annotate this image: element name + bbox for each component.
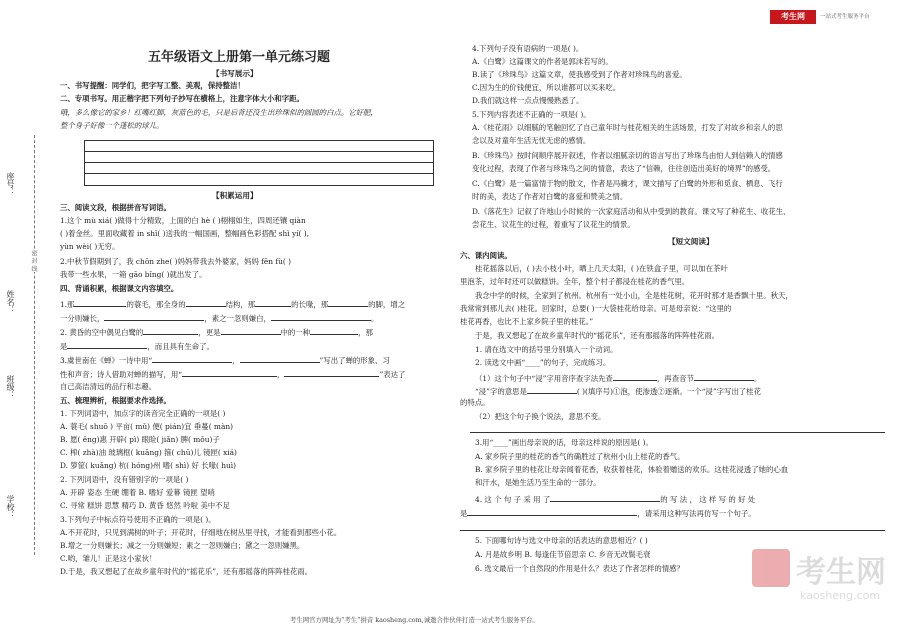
q3: 三、阅读文段，根据拼音写词语。: [60, 203, 171, 212]
q6-4b-text-1: 是: [460, 509, 468, 518]
blank[interactable]: [143, 325, 198, 335]
q4b-text-3: 。: [370, 314, 379, 323]
watermark-en: kaosheng.com: [800, 589, 881, 602]
q6-2-1-text-1: （1）这个句子中“浸”字用音序查字法先查: [475, 374, 613, 383]
seal-line-label: 密 封 线: [30, 250, 37, 272]
grid-row[interactable]: [85, 163, 433, 174]
blank[interactable]: [550, 492, 660, 502]
q4-opt-a: A.《白鹭》这篇课文的作者是郭沫若写的。: [472, 57, 613, 66]
q4c-text-1: 2. 黄昏的空中偶见白鹭的: [60, 328, 144, 337]
q4a-text-3: 结构，那: [225, 300, 256, 309]
q4c-text-4: ，那: [358, 328, 373, 337]
passage-p2a: 我念中学的时候，全家到了杭州。杭州有一处小山，全是桂花树，花开时那才是香飘十里。秋天，: [475, 291, 793, 300]
q4c-text-2: ，更是: [198, 328, 221, 337]
q4a-text-2: 的蓑毛，那全身的: [126, 300, 186, 309]
q6-2-1-text-2: ，再查音节: [656, 374, 694, 383]
q3-line-a: 1.这个 mù xiá( )做得十分精致，上面的白 hè ( )栩栩如生，四周还镶 qiàn: [60, 216, 306, 225]
q4-opt-b: B.读了《珍珠鸟》这篇文章，使我感受到了作者对珍珠鸟的喜爱。: [472, 70, 687, 79]
q6-5-opts: A. 月是故乡明 B. 每逢佳节倍思亲 C. 乡音无改鬓毛衰: [475, 550, 651, 559]
q6-4-b: [460, 506, 756, 521]
q5-content: 5.下列内容表述不正确的一项是( )。: [472, 110, 591, 119]
q4d-text-1: 是: [60, 342, 68, 351]
q5-3-b: B.增之一分则嫌长；减之一分则嫌短；素之一忽则嫌白；黛之一忽则嫌黑。: [60, 541, 305, 550]
grid-row[interactable]: [85, 174, 433, 184]
blank[interactable]: [104, 311, 204, 321]
q4a-text-1: 1.那: [60, 300, 75, 309]
q4-line-e: [60, 353, 390, 368]
q4a-text-5: 的脚，增之: [368, 300, 406, 309]
blank[interactable]: [221, 325, 281, 335]
q6-2-1-b: [475, 384, 761, 399]
grid-row[interactable]: [85, 141, 433, 152]
q4c-text-3: 中的一种: [280, 328, 311, 337]
q3-line-b: ( )着金丝。里面收藏着 in shǐ( )送我的一幅国画，整幅画色彩搭配 shì yí( ),: [60, 229, 309, 238]
q6-3: 3.用“____”画出母亲说的话，母亲这样说的原因是( )。: [475, 438, 653, 447]
q6-1: 1. 请在选文中的括号里分别填入一个动词。: [475, 345, 618, 354]
passage-p3: 于是，我又想起了在故乡童年时代的“摇花乐”，还有那摇落的阵阵桂花雨。: [475, 331, 720, 340]
logo-tagline: 一站式考生服务平台: [820, 14, 870, 20]
q4-line-c: [60, 325, 373, 340]
seat-label: 座号：: [6, 172, 15, 196]
q6-4: [475, 492, 755, 507]
blank[interactable]: [255, 297, 291, 307]
q6-3-a: A. 家乡院子里的桂花的香气的确胜过了杭州小山上桂花的香气。: [475, 452, 685, 461]
section-writing: 【书写展示】: [212, 69, 258, 78]
q6-6: 6. 选文最后一个自然段的作用是什么？表达了作者怎样的情感？: [475, 564, 684, 573]
blank[interactable]: [67, 339, 147, 349]
q4-opt-c: C.因为生的价钱便宜，所以谁都可以买来吃。: [472, 83, 621, 92]
blank[interactable]: [527, 384, 577, 394]
logo-badge: 考生网: [770, 10, 816, 24]
writing-grid[interactable]: [84, 140, 434, 186]
q6-2-1b-text-1: “浸”字的意思是: [475, 387, 527, 396]
q5-opt-a1: A.《桂花雨》以细腻的笔触回忆了自己童年时与桂花相关的生活场景，打发了对故乡和亲人的思: [472, 123, 783, 132]
q5-1-d: D. 箩筐( kuǎng) 杭( hóng)州 嗜( shì) 好 长喙( huì): [60, 461, 236, 470]
blank[interactable]: [328, 297, 368, 307]
watermark-logo-icon: [752, 549, 790, 587]
blank[interactable]: [186, 297, 226, 307]
q5-2: 2. 下列词语中，没有错别字的一项是( ): [60, 475, 189, 484]
blank[interactable]: [310, 325, 358, 335]
q5-1-b: B. 愿( ěng)惠 开辟( pì) 眼睑( jiǎn) 脾( mǒu)子: [60, 435, 220, 444]
blank[interactable]: [182, 367, 277, 377]
name-label: 姓名：: [6, 290, 15, 314]
q4f-text-3: ”表达了: [379, 370, 406, 379]
q4a-text-4: 的长喙，那: [291, 300, 329, 309]
q6-2: 2. 读选文中画“____”的句子，完成练习。: [475, 358, 611, 367]
blank[interactable]: [152, 353, 232, 363]
blank[interactable]: [284, 367, 379, 377]
q3-line-c: yùn wèi( )无穷。: [60, 242, 120, 251]
q4f-text-1: 性和声音；诗人借助对蝉的描写，用“: [60, 370, 183, 379]
q6: 六、课内阅读。: [460, 251, 512, 260]
q5-opt-d1: D.《落花生》记叙了许地山小时候的一次家庭活动和从中受到的教育。课文写了种花生、收花生、: [472, 207, 791, 216]
q6-2-1b-text-2: ( )(填序号)①泡，使渗透②逐渐。一个“浸”字写出了桂花: [576, 387, 761, 396]
q4: 四、背诵积累，根据课文内容填空。: [60, 284, 179, 293]
q4-line-f: [60, 367, 405, 382]
blank[interactable]: [694, 371, 754, 381]
blank[interactable]: [240, 353, 320, 363]
answer-line[interactable]: [470, 432, 885, 433]
section-accumulation: 【积累运用】: [212, 191, 258, 200]
q3-line-d: 2.中秋节假期到了，我 chōn zhe( )妈妈带我去外婆家，妈妈 fēn fù( ): [60, 257, 291, 266]
copy-passage-1: 哦，多么像它的家乡！红嘴红脚，灰蓝色的毛，只是后背还没生出珍珠似的圆圆的白点。它好肥，: [60, 108, 378, 117]
section-reading: 【短文阅读】: [668, 237, 714, 246]
q6-3-b1: B. 家乡院子里的桂花让母亲闻着花香，收获着桂花，体验着赠送的欢乐。这桂花浸透了她的心血: [475, 465, 789, 474]
passage-p1a: 桂花摇落以后，( )去小枝小叶，晒上几天太阳，( )在铁盒子里，可以加在茶叶: [475, 264, 728, 273]
q4e-text-2: ，: [232, 356, 240, 365]
passage-p1b: 里泡茶，过年时还可以做糕饼。全年，整个村子都浸在桂花的香气里。: [460, 277, 690, 286]
q5-opt-b2: 变化过程，表现了作者与珍珠鸟之间的情意，表达了“信赖，往往创造出美好的境界”的感受。: [472, 164, 776, 173]
q5-3: 3.下列句子中标点符号使用不正确的一项是( )。: [60, 515, 216, 524]
q5-1: 1. 下列词语中，加点字的读音完全正确的一项是( ): [60, 409, 226, 418]
q6-3-b2: 和汗水，是她生活乃至生命的一部分。: [475, 478, 601, 487]
q4e-text-1: 3.虞世南在《蝉》一诗中用“: [60, 356, 153, 365]
q6-2-1-c: 的特点。: [460, 398, 490, 407]
q6-2-1-text-3: 。: [753, 374, 762, 383]
q5-2-ab: A. 开辟 姿态 生硬 绷着 B. 嗜好 爱幕 镜匣 望哨: [60, 488, 215, 497]
watermark: [752, 545, 892, 609]
blank[interactable]: [74, 297, 126, 307]
q5-3-c: C.哟，雏儿！正是这小家伙！: [60, 554, 157, 563]
q1: 一、书写提醒：同学们，把字写工整、美观，保持整洁！: [60, 81, 245, 90]
blank[interactable]: [271, 311, 371, 321]
q4-line-b: [60, 311, 378, 326]
q6-4b-text-2: ，请采用这种写法再仿写一个句子。: [637, 509, 756, 518]
q6-4-text-1: 4. 这 个 句 子 采 用 了: [475, 495, 551, 504]
q4e-text-3: ”写出了蝉的形象、习: [319, 356, 390, 365]
class-label: 班级：: [6, 375, 15, 399]
q4-line-a: [60, 297, 405, 312]
q6-2-2: （2）把这个句子换个说法，意思不变。: [475, 412, 606, 421]
footer-note: 考生网官方网址为“考生”拼音 kaosheng.com,诚邀合作伙伴打造一站式考生服务平台。: [290, 616, 539, 624]
q4-line-g: 自己高洁清远的品行和志趣。: [60, 382, 157, 391]
q6-5: 5. 下面哪句诗与选文中母亲的话表达的意思相近？( ): [475, 536, 648, 545]
q4-line-d: [60, 339, 214, 354]
q3-line-e: 我带一些水果，一箱 gāo bǐng( )就出发了。: [60, 270, 207, 279]
q4d-text-2: ，而且具有生命了。: [147, 342, 214, 351]
q4b-text-1: 一分则嫌长，: [60, 314, 105, 323]
q5-opt-c1: C.《白鹭》是一篇富情于物的散文，作者是冯骥才，课文描写了白鹭的外形和觅食、栖息、飞行: [472, 179, 783, 188]
q5-opt-d2: 尝花生、议花生的过程，着重写了议花生的情景。: [472, 220, 635, 229]
q5-1-a: A. 蓑毛( shuō ) 平亩( mǔ) 便( pián)宜 垂蔓( màn): [60, 422, 233, 431]
answer-line[interactable]: [460, 530, 885, 531]
copy-passage-2: 整个身子好像一个蓬松的球儿。: [60, 121, 164, 130]
q5-1-c: C. 榨( zhà)油 玻璃框( kuāng) 箍( chū)儿 镜匣( xiá): [60, 448, 237, 457]
q2: 二、专项书写。用正楷字把下列句子抄写在横格上，注意字体大小和字距。: [60, 94, 304, 103]
blank[interactable]: [467, 506, 637, 516]
q5-opt-b1: B.《珍珠鸟》按时间顺序展开叙述，作者以细腻亲切的语言写出了珍珠鸟由怕人到信赖人的情感: [472, 151, 783, 160]
q4b-text-2: ，素之一忽则嫌白，: [204, 314, 271, 323]
passage-p2b: 我常常到那儿去( )桂花。回家时，总要( )一大袋桂花给母亲。可是母亲说：“这里的: [460, 304, 732, 313]
q5-2-cd: C. 寻常 糕饼 思慧 精巧 D. 黄昏 悠然 吟啦 美中不足: [60, 501, 230, 510]
page-title: 五年级语文上册第一单元练习题: [148, 50, 331, 65]
watermark-cn: 考生网: [796, 555, 886, 590]
grid-row[interactable]: [85, 152, 433, 163]
blank[interactable]: [613, 371, 657, 381]
q5-3-d: D.于是，我又想起了在故乡童年时代的“摇花乐”，还有那摇落的阵阵桂花雨。: [60, 567, 313, 576]
passage-p2c: 桂花再香，也比不上家乡院子里的桂花。”: [460, 317, 594, 326]
site-logo: [770, 10, 880, 26]
q4f-text-2: ，: [277, 370, 285, 379]
q5-3-a: A.不开花时，只见到满树的叶子；开花时，仔细地在树丛里寻找，才能看到那些小花。: [60, 528, 342, 537]
q6-4-text-2: 的 写 法 ， 这 样 写 的 好 处: [660, 495, 756, 504]
q4-opt-d: D.我们就这样一点点慢慢熟悉了。: [472, 96, 584, 105]
q4-sentence: 4.下列句子没有语病的一项是( )。: [472, 44, 584, 53]
q5-opt-a2: 念以及对童年生活无忧无虑的感情。: [472, 136, 591, 145]
q5-opt-c2: 时的美，表达了作者对白鹭的喜爱和赞美之情。: [472, 192, 628, 201]
school-label: 学校：: [6, 495, 15, 519]
seal-line: [34, 135, 35, 555]
q5: 五、梳理辨析，根据要求作选择。: [60, 396, 171, 405]
